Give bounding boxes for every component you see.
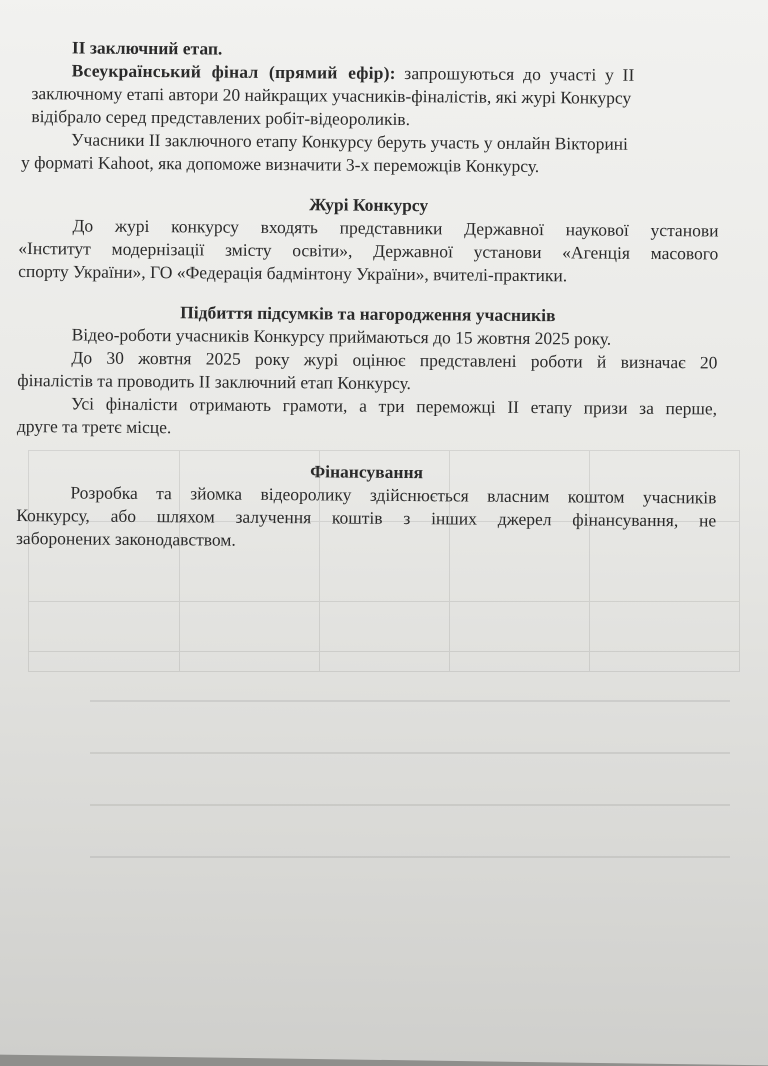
results-line-1: Відео-роботи учасників Конкурсу приймаються до 15 жовтня 2025 року. [71, 324, 612, 349]
final-bold-lead: Всеукраїнський фінал (прямий ефір): [71, 60, 396, 83]
jury-line-2: «Інститут модернізації змісту освіти», Державної установи «Агенція масового [18, 237, 719, 264]
jury-heading: Журі Конкурсу [309, 194, 429, 216]
financing-line-3: заборонених законодавством. [15, 527, 236, 550]
final-paragraph-line-2: заключному етапі автори 20 найкращих учасників-фіналістів, які журі Конкурсу [31, 83, 632, 108]
jury-line-3: спорту України», ГО «Федерація бадмінтону України», вчителі-практики. [18, 260, 568, 286]
quiz-paragraph-line-1: Учасники II заключного етапу Конкурсу беруть участь у онлайн Вікторині [71, 129, 629, 154]
results-heading: Підбиття підсумків та нагородження учасників [180, 302, 556, 326]
final-paragraph-line-3: відібрало серед представлених робіт-відеороликів. [31, 106, 411, 130]
financing-heading: Фінансування [310, 461, 424, 483]
results-line-4: Усі фіналісти отримають грамоти, а три переможці II етапу призи за перше, [71, 393, 718, 419]
results-line-2: До 30 жовтня 2025 року журі оцінює представлені роботи й визначає 20 [71, 347, 718, 373]
document-body [16, 36, 720, 555]
quiz-paragraph-line-2: у форматі Kahoot, яка допоможе визначити 3-х переможців Конкурсу. [20, 152, 540, 177]
financing-line-2: Конкурсу, або шляхом залучення коштів з інших джерел фінансування, не [16, 504, 717, 531]
results-line-5: друге та третє місце. [16, 415, 172, 438]
stage-title: II заключний етап. [71, 37, 223, 59]
jury-line-1: До журі конкурсу входять представники Державної наукової установи [72, 215, 719, 241]
results-line-3: фіналістів та проводить II заключний етап Конкурсу. [17, 369, 412, 394]
final-line-1-rest: запрошуються до участі у II [395, 62, 635, 85]
financing-line-1: Розробка та зйомка відеоролику здійснюється власним коштом учасників [70, 482, 717, 508]
